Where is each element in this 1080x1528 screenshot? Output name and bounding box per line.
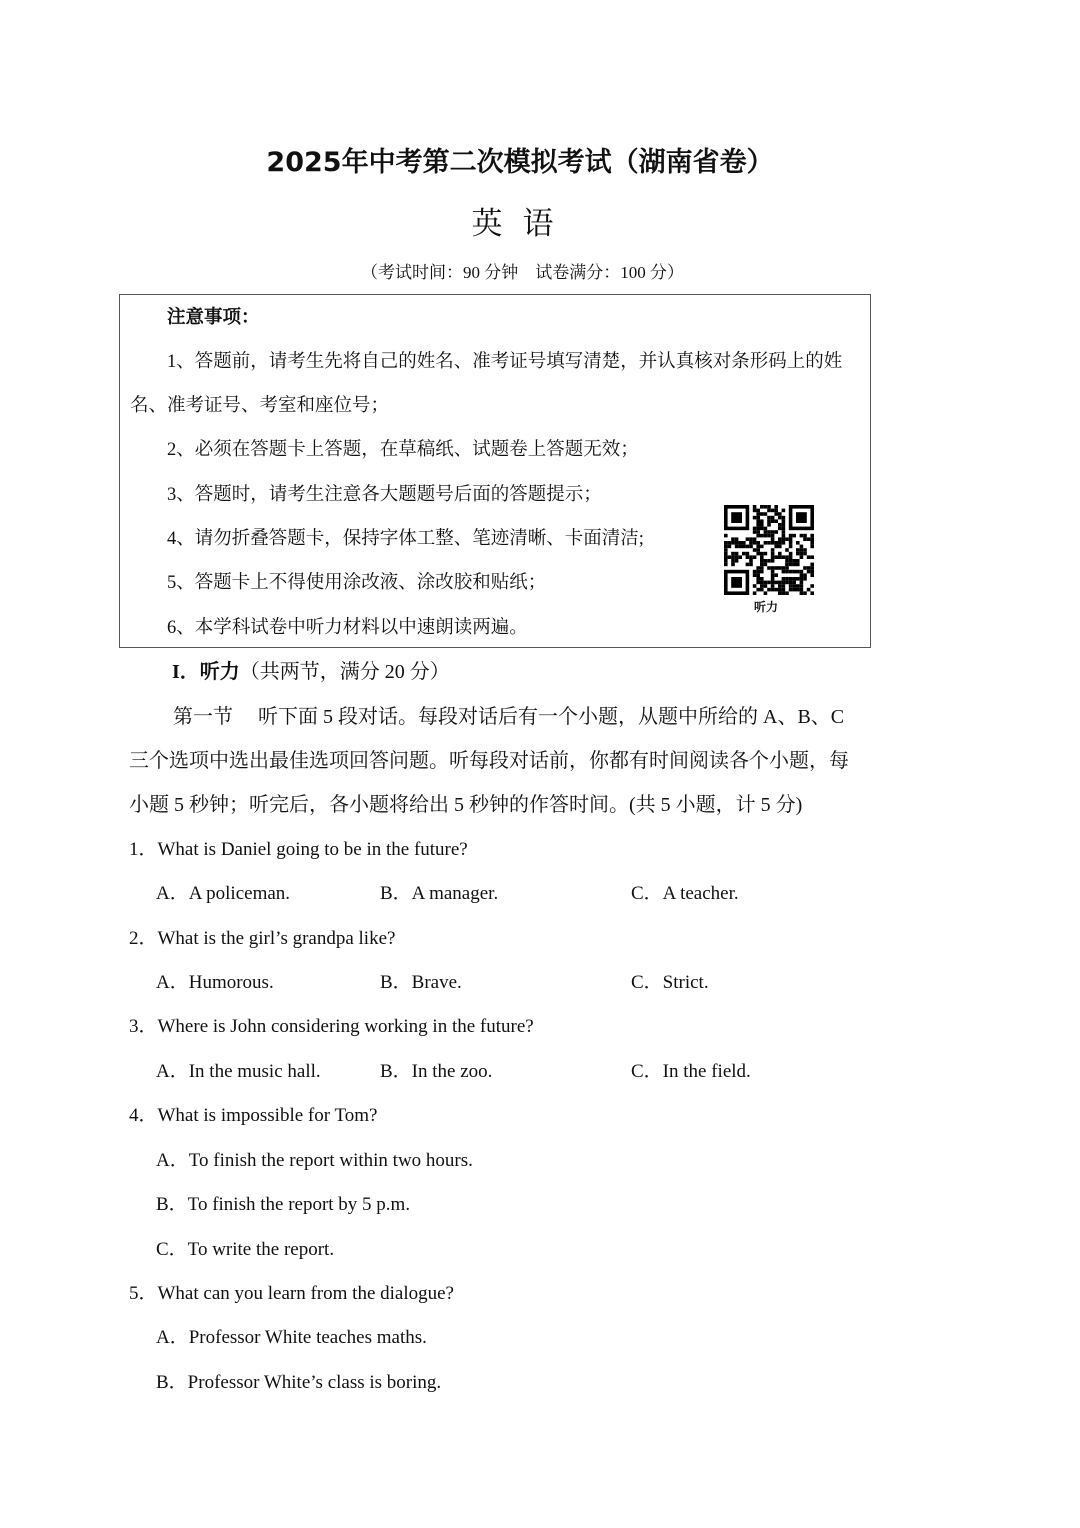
qr-code-icon	[724, 505, 814, 595]
option: C．To write the report.	[156, 1239, 335, 1260]
option: C．A teacher.	[631, 883, 739, 904]
section-heading	[172, 659, 450, 685]
option: C．In the field.	[631, 1061, 751, 1082]
section-number: I．	[172, 661, 200, 683]
option: B．A manager.	[380, 883, 499, 904]
exam-title: 2025年中考第二次模拟考试（湖南省卷）	[266, 147, 774, 178]
notice-item: 名、准考证号、考室和座位号；	[130, 396, 390, 416]
question: 1．What is Daniel going to be in the future?	[129, 839, 468, 860]
question: 2．What is the girl’s grandpa like?	[129, 928, 396, 949]
option: A．Humorous.	[156, 972, 274, 993]
option: B．In the zoo.	[380, 1061, 493, 1082]
question: 4．What is impossible for Tom?	[129, 1105, 378, 1126]
option: B．To finish the report by 5 p.m.	[156, 1194, 411, 1215]
option: A．To finish the report within two hours.	[156, 1150, 473, 1171]
section-intro-line: 小题 5 秒钟；听完后，各小题将给出 5 秒钟的作答时间。(共 5 小题，计 5 分)	[129, 794, 803, 816]
question: 3．Where is John considering working in the future?	[129, 1016, 534, 1037]
option: C．Strict.	[631, 972, 709, 993]
notice-item: 6、本学科试卷中听力材料以中速朗读两遍。	[167, 618, 528, 638]
option: A．A policeman.	[156, 883, 291, 904]
section-note: （共两节，满分 20 分）	[239, 661, 450, 683]
option: A．In the music hall.	[156, 1061, 321, 1082]
notice-heading: 注意事项：	[167, 308, 260, 328]
notice-item: 5、答题卡上不得使用涂改液、涂改胶和贴纸；	[167, 573, 547, 593]
option: A．Professor White teaches maths.	[156, 1327, 427, 1348]
exam-meta: （考试时间：90 分钟 试卷满分：100 分）	[361, 263, 684, 282]
option: B．Professor White’s class is boring.	[156, 1372, 442, 1393]
notice-item: 2、必须在答题卡上答题，在草稿纸、试题卷上答题无效；	[167, 440, 639, 460]
notice-item: 4、请勿折叠答题卡，保持字体工整、笔迹清晰、卡面清洁;	[167, 529, 644, 549]
section-intro-line: 三个选项中选出最佳选项回答问题。听每段对话前，你都有时间阅读各个小题，每	[129, 750, 849, 772]
notice-box	[119, 294, 871, 648]
notice-item: 3、答题时，请考生注意各大题题号后面的答题提示；	[167, 485, 602, 505]
section-title: 听力	[199, 661, 240, 683]
notice-item: 1、答题前，请考生先将自己的姓名、准考证号填写清楚，并认真核对条形码上的姓	[167, 352, 843, 372]
option: B．Brave.	[380, 972, 462, 993]
section-intro-line: 第一节 听下面 5 段对话。每段对话后有一个小题，从题中所给的 A、B、C	[173, 706, 845, 728]
qr-label: 听力	[754, 600, 779, 614]
question: 5．What can you learn from the dialogue?	[129, 1283, 454, 1304]
exam-subject: 英语	[471, 206, 574, 241]
